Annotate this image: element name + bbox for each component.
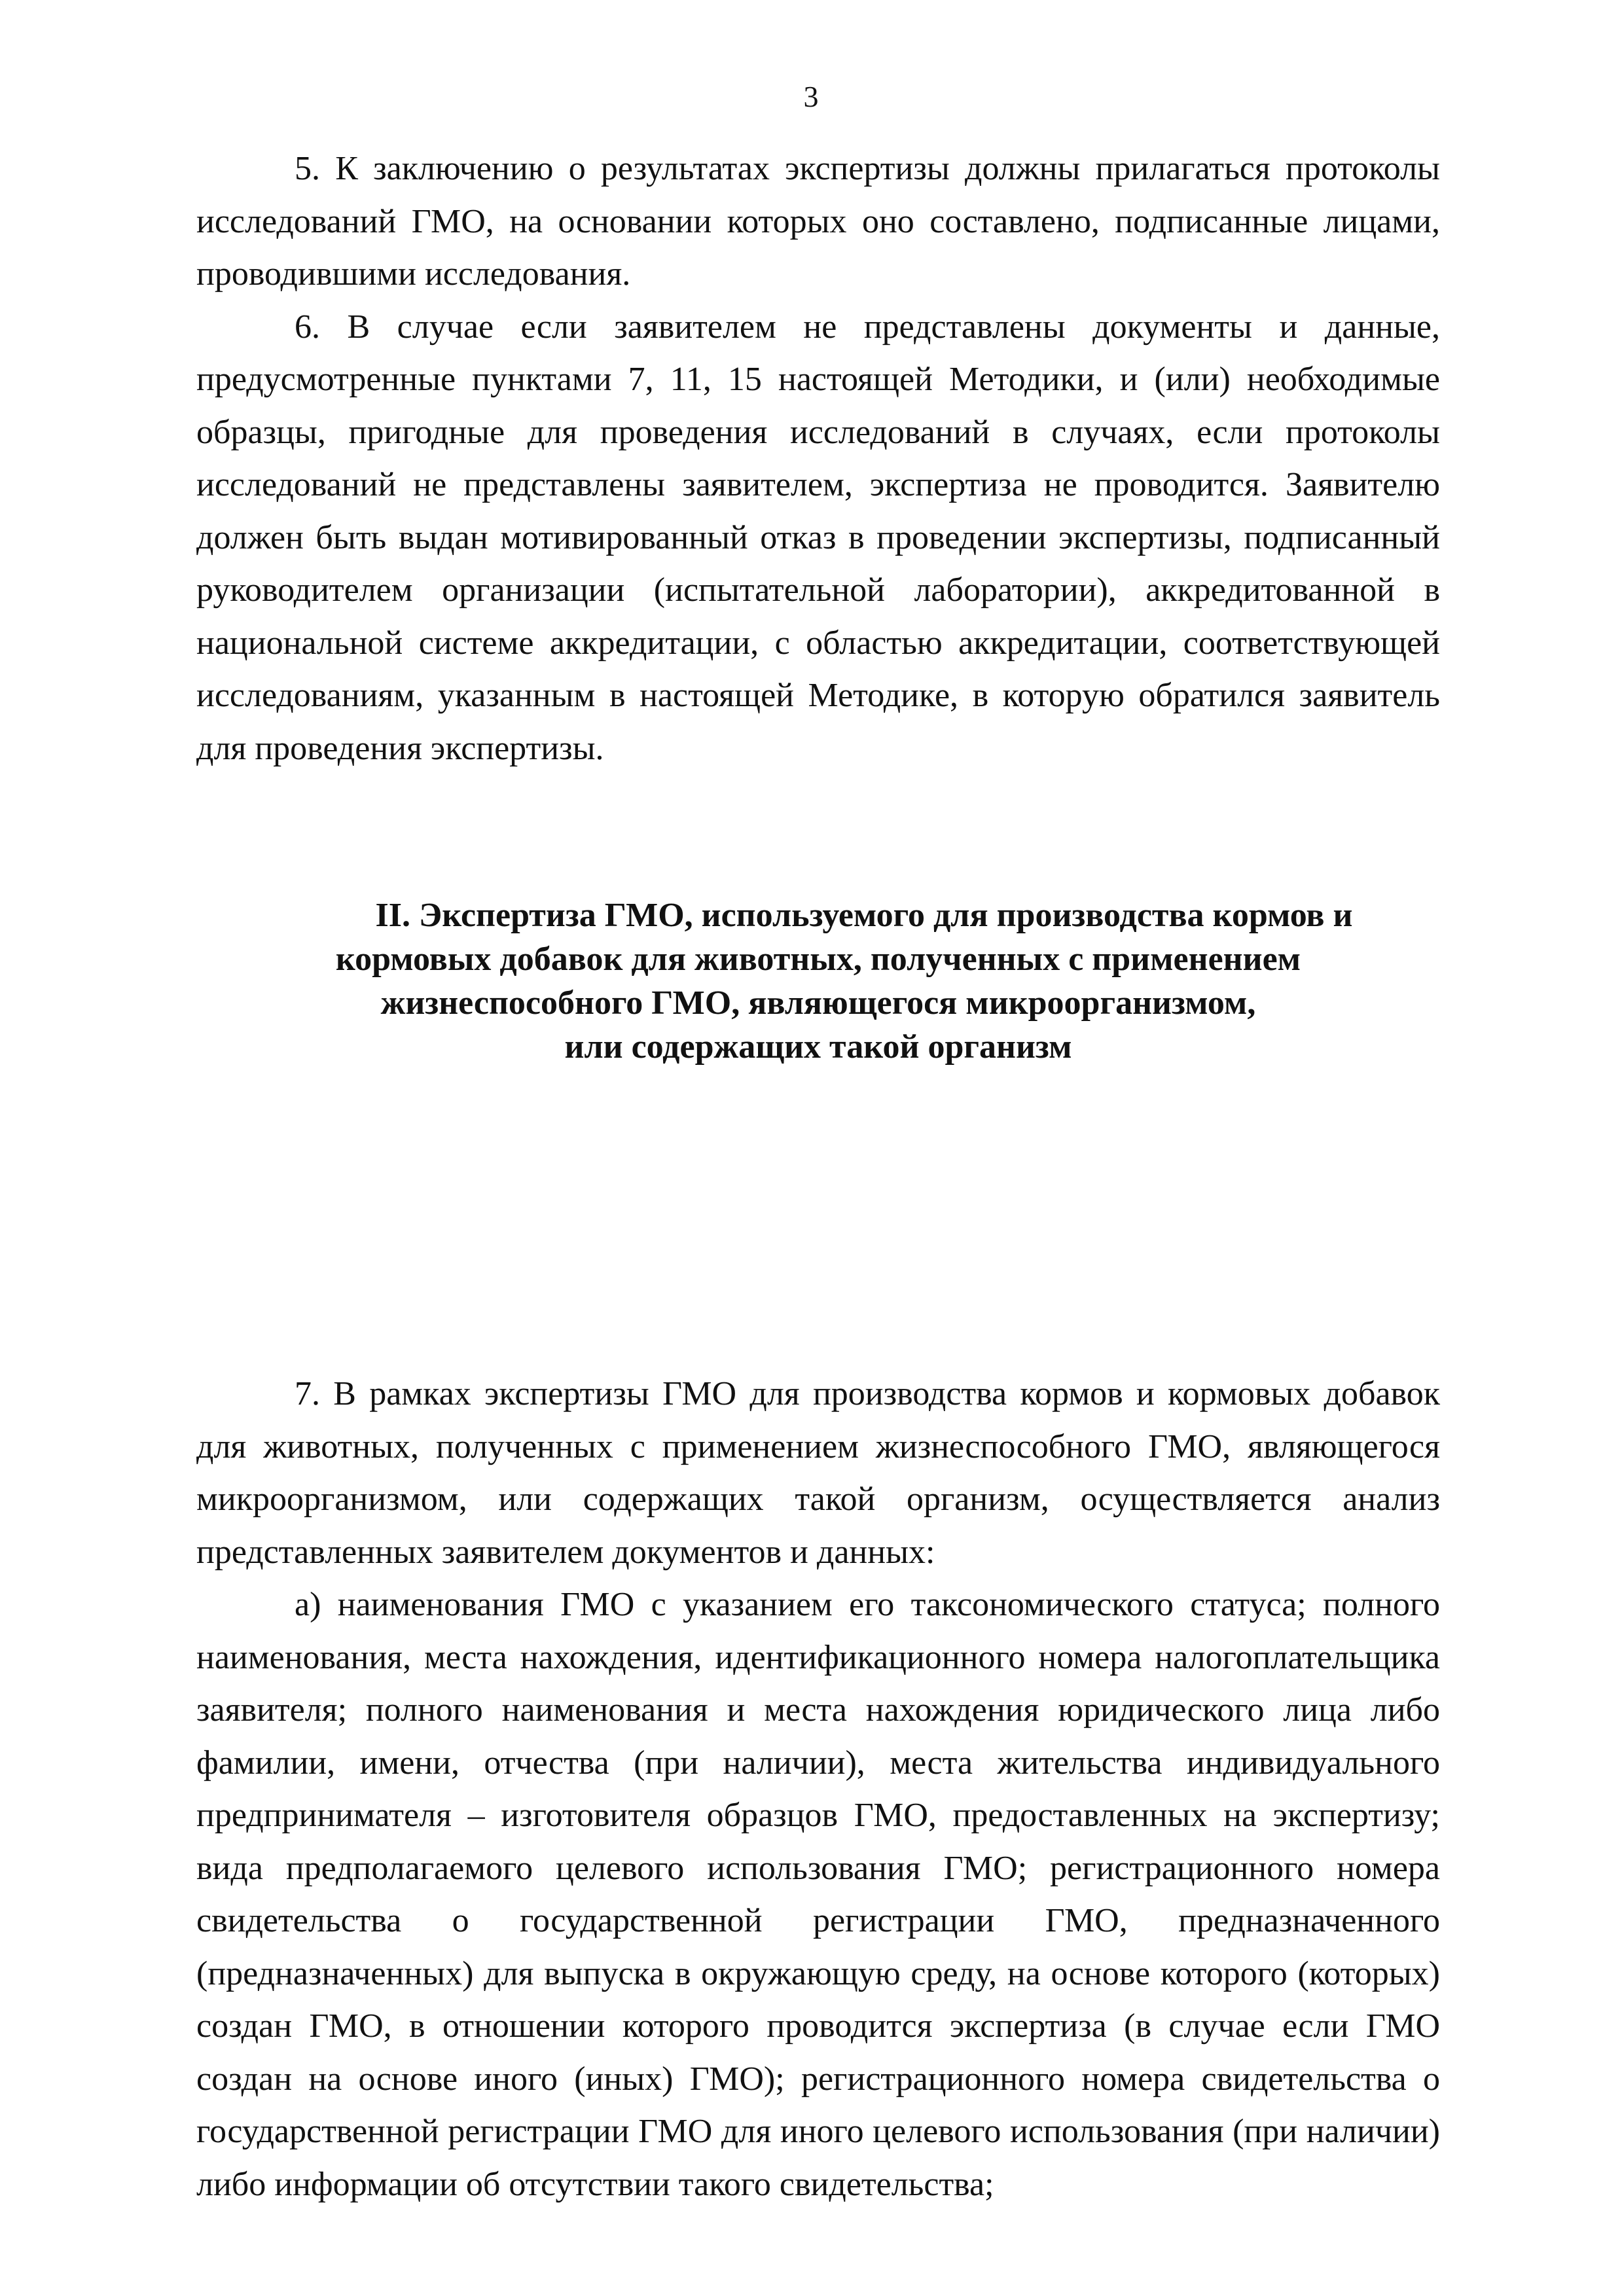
paragraph-block-top [196, 143, 1440, 775]
paragraph-7: 7. В рамках экспертизы ГМО для производства кормов и кормовых добавок для животных, полученных с применением жизнеспособного ГМО, являющегося микроорганизмом, или содержащих такой организм, осуществляется анализ представленных заявителем документов и данных: [196, 1375, 1440, 1571]
section-heading-line: II. Экспертиза ГМО, используемого для производства кормов и [375, 897, 1353, 934]
section-heading-line: жизнеспособного ГМО, являющегося микроорганизмом, [380, 984, 1256, 1022]
paragraph-5: 5. К заключению о результатах экспертизы должны прилагаться протоколы исследований ГМО, на основании которых оно составлено, подписанные лицами, проводившими исследования. [196, 150, 1440, 293]
section-heading [249, 893, 1388, 1069]
paragraph-block-bottom [196, 1368, 1440, 2211]
paragraph-7a: а) наименования ГМО с указанием его таксономического статуса; полного наименования, места нахождения, идентификационного номера налогоплательщика заявителя; полного наименования и места нахождения юридического лица либо фамилии, имени, отчества (при наличии), места жительства индивидуального предпринимателя – изготовителя образцов ГМО, предоставленных на экспертизу; вида предполагаемого целевого использования ГМО; регистрационного номера свидетельства о государственной регистрации ГМО, предназначенного (предназначенных) для выпуска в окружающую среду, на основе которого (которых) создан ГМО, в отношении которого проводится экспертиза (в случае если ГМО создан на основе иного (иных) ГМО); регистрационного номера свидетельства о государственной регистрации ГМО для иного целевого использования (при наличии) либо информации об отсутствии такого свидетельства; [196, 1586, 1440, 2203]
paragraph-6: 6. В случае если заявителем не представлены документы и данные, предусмотренные пунктами 7, 11, 15 настоящей Методики, и (или) необходимые образцы, пригодные для проведения исследований в случаях, если протоколы исследований не представлены заявителем, экспертиза не проводится. Заявителю должен быть выдан мотивированный отказ в проведении экспертизы, подписанный руководителем организации (испытательной лаборатории), аккредитованной в национальной системе аккредитации, с областью аккредитации, соответствующей исследованиям, указанным в настоящей Методике, в которую обратился заявитель для проведения экспертизы. [196, 308, 1440, 767]
section-heading-line: или содержащих такой организм [564, 1028, 1072, 1066]
section-heading-line: кормовых добавок для животных, полученных с применением [335, 941, 1301, 978]
page-number: 3 [803, 80, 819, 113]
